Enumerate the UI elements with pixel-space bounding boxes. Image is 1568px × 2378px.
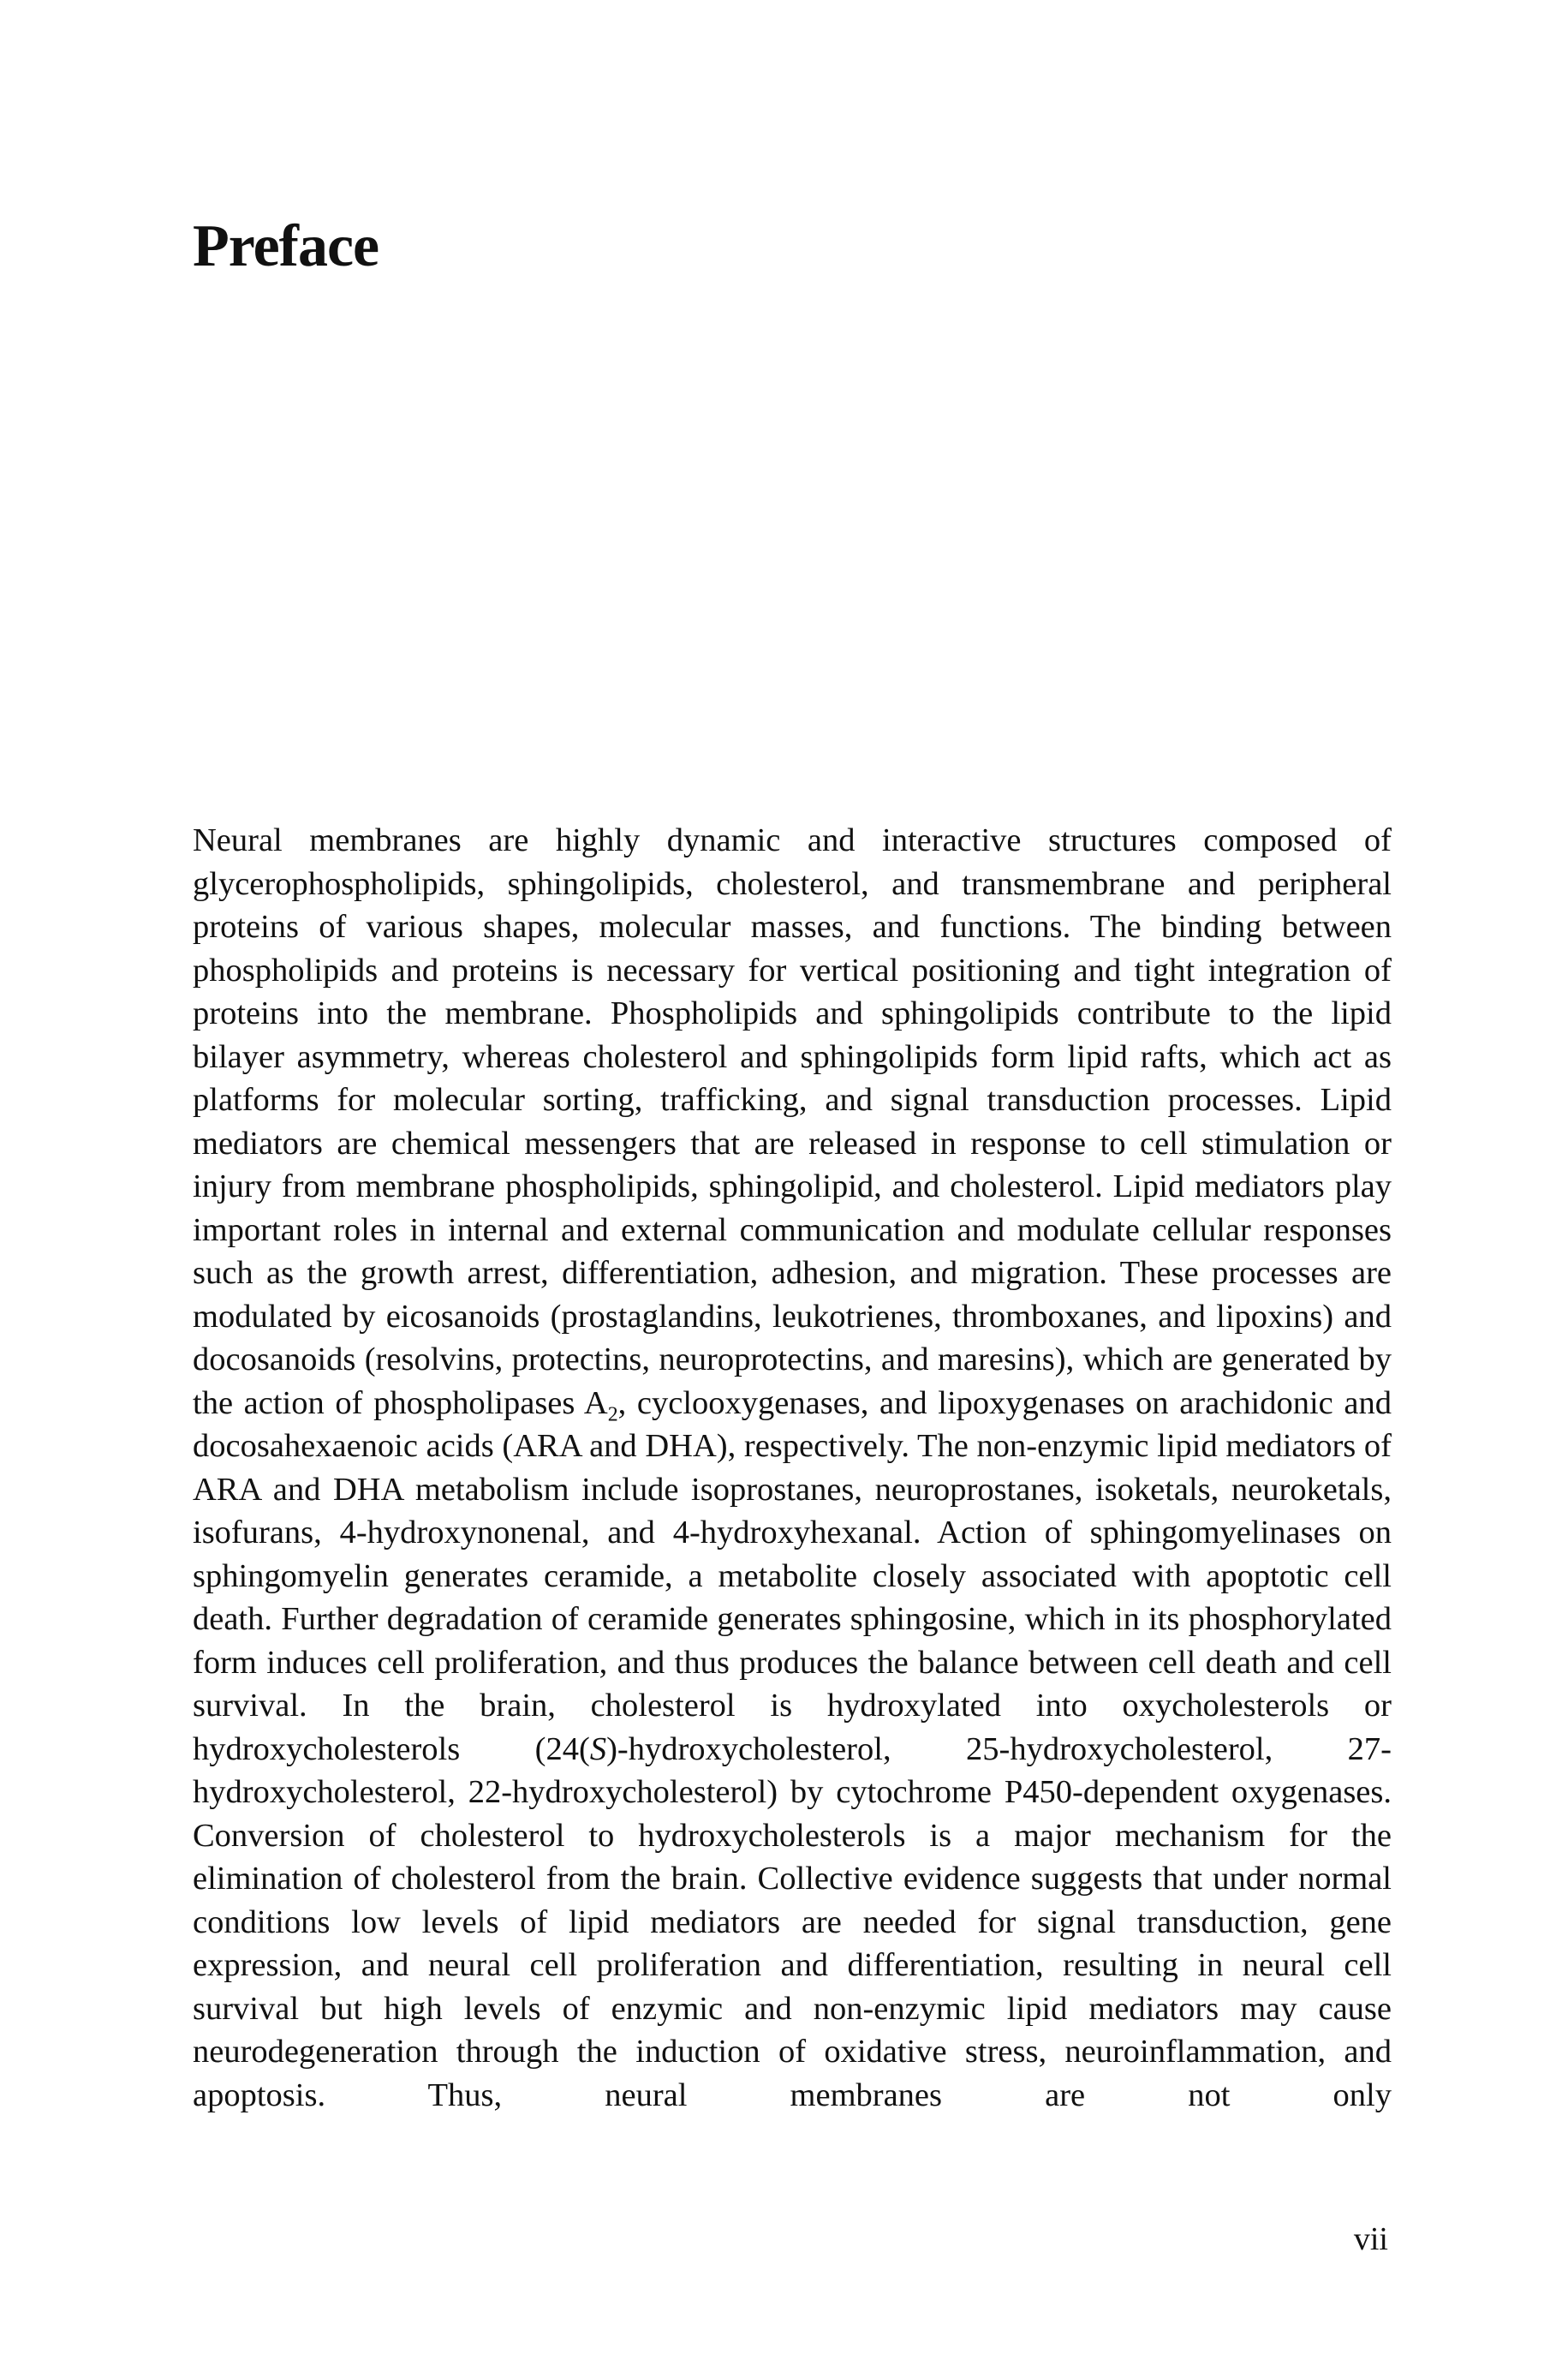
page-title: Preface [193,213,379,279]
preface-paragraph [193,819,1392,2117]
italic-s: S [589,1730,607,1767]
page-number: vii [1353,2221,1388,2257]
paragraph-text-part-2: , cyclooxygenases, and lipoxygenases on arachidonic and docosahexaenoic acids (ARA and DHA), respectively. The non-enzymic lipid mediators of ARA and DHA metabolism include isoprostanes, neuroprostanes, isoketals, neuroketals, isofurans, 4-hydroxynonenal, and 4-hydroxyhexanal. Action of sphingomyelinases on sphingomyelin generates ceramide, a metabolite closely associated with apoptotic cell death. Further degradation of ceramide generates sphingosine, which in its phosphorylated form induces cell proliferation, and thus produces the balance between cell death and cell survival. In the brain, cholesterol is hydroxylated into oxycholesterols or hydroxycholesterols (24( [193,1384,1392,1767]
paragraph-text-part-3: )-hydroxycholesterol, 25-hydroxycholesterol, 27-hydroxycholesterol, 22-hydroxycholesterol) by cytochrome P450-dependent oxygenases. Conversion of cholesterol to hydroxycholesterols is a major mechanism for the elimination of cholesterol from the brain. Collective evidence suggests that under normal conditions low levels of lipid mediators are needed for signal transduction, gene expression, and neural cell proliferation and differentiation, resulting in neural cell survival but high levels of enzymic and non-enzymic lipid mediators may cause neurodegeneration through the induction of oxidative stress, neuroinflammation, and apoptosis. Thus, neural membranes are not only [193,1730,1392,2113]
subscript-2: 2 [607,1402,618,1425]
paragraph-text-part-1: Neural membranes are highly dynamic and interactive structures composed of glycerophospholipids, sphingolipids, cholesterol, and transmembrane and peripheral proteins of various shapes, molecular masses, and functions. The binding between phospholipids and proteins is necessary for vertical positioning and tight integration of proteins into the membrane. Phospholipids and sphingolipids contribute to the lipid bilayer asymmetry, whereas cholesterol and sphingolipids form lipid rafts, which act as platforms for molecular sorting, trafficking, and signal transduction processes. Lipid mediators are chemical messengers that are released in response to cell stimulation or injury from membrane phospholipids, sphingolipid, and cholesterol. Lipid mediators play important roles in internal and external communication and modulate cellular responses such as the growth arrest, differentiation, adhesion, and migration. These processes are modulated by eicosanoids (prostaglandins, leukotrienes, thromboxanes, and lipoxins) and docosanoids (resolvins, protectins, neuroprotectins, and maresins), which are generated by the action of phospholipases A [193,822,1392,1421]
